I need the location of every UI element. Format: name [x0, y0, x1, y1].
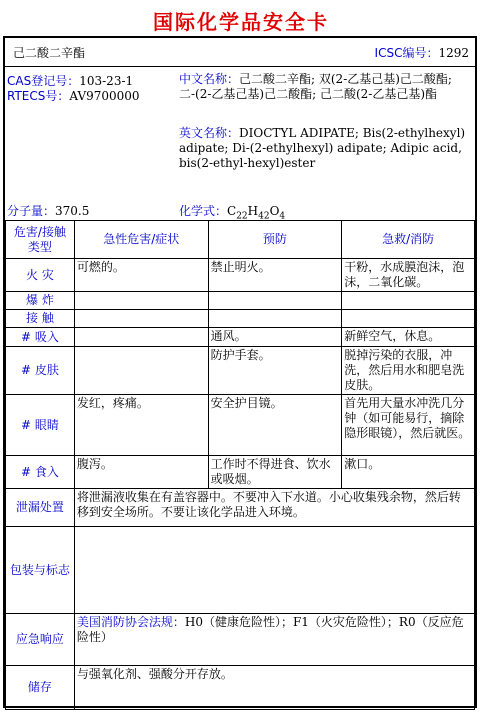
table-header-row	[6, 221, 475, 259]
row-firstaid	[342, 310, 475, 328]
row-prevention: 工作时不得进食、饮水或吸烟。	[208, 456, 342, 489]
col-header-firstaid: 急救/消防	[342, 221, 475, 259]
en-name-line	[179, 126, 471, 171]
formula-h-n: 42	[258, 211, 270, 222]
cas-value: 103-23-1	[79, 74, 134, 88]
table-row	[6, 310, 475, 328]
spill-text: 将泄漏液收集在有盖容器中。不要冲入下水道。小心收集残余物，然后转移到安全场所。不要让该化学品进入环境。	[74, 489, 474, 527]
formula-c-n: 22	[236, 211, 248, 222]
row-hazard	[74, 310, 208, 328]
en-label: 英文名称：	[179, 126, 240, 140]
icsc-value: 1292	[438, 46, 469, 60]
cn-name-line	[179, 72, 471, 102]
row-prevention: 安全护目镜。	[208, 395, 342, 456]
row-firstaid: 新鲜空气，休息。	[342, 328, 475, 347]
packaging-label: 包装与标志	[6, 527, 75, 614]
col-header-prevention: 预防	[208, 221, 342, 259]
storage-label: 储存	[6, 666, 75, 710]
row-label: 爆 炸	[6, 292, 75, 310]
nfpa-value: H0（健康危险性）；F1（火灾危险性）；R0（反应危险性）	[76, 615, 464, 644]
cas-label: CAS登记号：	[7, 74, 80, 88]
packaging-text	[74, 527, 474, 614]
row-prevention: 防护手套。	[208, 347, 342, 395]
formula-o: O	[269, 204, 280, 218]
icsc-number	[375, 44, 469, 61]
table-row	[6, 456, 475, 489]
table-row	[6, 328, 475, 347]
row-firstaid: 首先用大量水冲洗几分钟（如可能易行，摘除隐形眼镜），然后就医。	[342, 395, 475, 456]
row-hazard: 腹泻。	[74, 456, 208, 489]
emergency-row	[6, 614, 475, 666]
row-firstaid: 脱掉污染的衣服，冲洗，然后用水和肥皂洗皮肤。	[342, 347, 475, 395]
packaging-row	[6, 527, 475, 614]
row-firstaid: 漱口。	[342, 456, 475, 489]
page-title: 国际化学品安全卡	[153, 10, 329, 34]
cn-label: 中文名称：	[179, 72, 240, 86]
row-prevention: 禁止明火。	[208, 259, 342, 292]
row-prevention	[208, 292, 342, 310]
formula-c: C	[227, 204, 237, 218]
nfpa-label: 美国消防协会法规：	[76, 615, 185, 629]
formula-line	[179, 202, 285, 221]
row-label: # 眼睛	[6, 395, 75, 456]
row-prevention: 通风。	[208, 328, 342, 347]
row-label: # 食入	[6, 456, 75, 489]
col-header-type: 危害/接触类型	[6, 221, 75, 259]
row-firstaid	[342, 292, 475, 310]
row-firstaid: 干粉，水成膜泡沫，泡沫，二氧化碳。	[342, 259, 475, 292]
card-header	[5, 38, 475, 67]
table-row	[6, 259, 475, 292]
row-label: # 吸入	[6, 328, 75, 347]
emergency-text	[74, 614, 474, 666]
row-prevention	[208, 310, 342, 328]
table-row	[6, 292, 475, 310]
mw-label: 分子量：	[7, 204, 56, 218]
en-value: DIOCTYL ADIPATE; Bis(2-ethylhexyl) adipate; Di-(2-ethylhexyl) adipate; Adipic acid, bis(2-ethyl-hexyl)ester	[179, 126, 466, 170]
storage-row	[6, 666, 475, 710]
chemical-name: 己二酸二辛酯	[13, 46, 86, 60]
table-row	[6, 395, 475, 456]
identity-block	[5, 66, 475, 221]
formula-h: H	[247, 204, 259, 218]
spill-row	[6, 489, 475, 527]
mw-value: 370.5	[55, 204, 90, 218]
rtecs-value: AV9700000	[69, 89, 140, 103]
spill-label: 泄漏处置	[6, 489, 75, 527]
formula-o-n: 4	[279, 211, 286, 222]
row-hazard: 可燃的。	[74, 259, 208, 292]
row-hazard	[74, 347, 208, 395]
card-frame	[3, 36, 477, 708]
emergency-label: 应急响应	[6, 614, 75, 666]
row-hazard: 发红，疼痛。	[74, 395, 208, 456]
rtecs-label: RTECS号：	[7, 89, 70, 103]
row-label: 接 触	[6, 310, 75, 328]
table-row	[6, 347, 475, 395]
icsc-label: ICSC编号：	[374, 46, 439, 60]
row-hazard	[74, 328, 208, 347]
row-hazard	[74, 292, 208, 310]
formula-label: 化学式：	[179, 204, 228, 218]
cn-value: 己二酸二辛酯; 双(2-乙基己基)己二酸酯; 二-(2-乙基己基)己二酸酯; 己二酸(2-乙基己基)酯	[179, 72, 452, 101]
mw-line	[7, 202, 89, 219]
storage-text: 与强氧化剂、强酸分开存放。	[74, 666, 474, 710]
rtecs-line	[7, 87, 140, 104]
row-label: # 皮肤	[6, 347, 75, 395]
hazard-table	[5, 220, 475, 710]
row-label: 火 灾	[6, 259, 75, 292]
col-header-hazard: 急性危害/症状	[74, 221, 208, 259]
